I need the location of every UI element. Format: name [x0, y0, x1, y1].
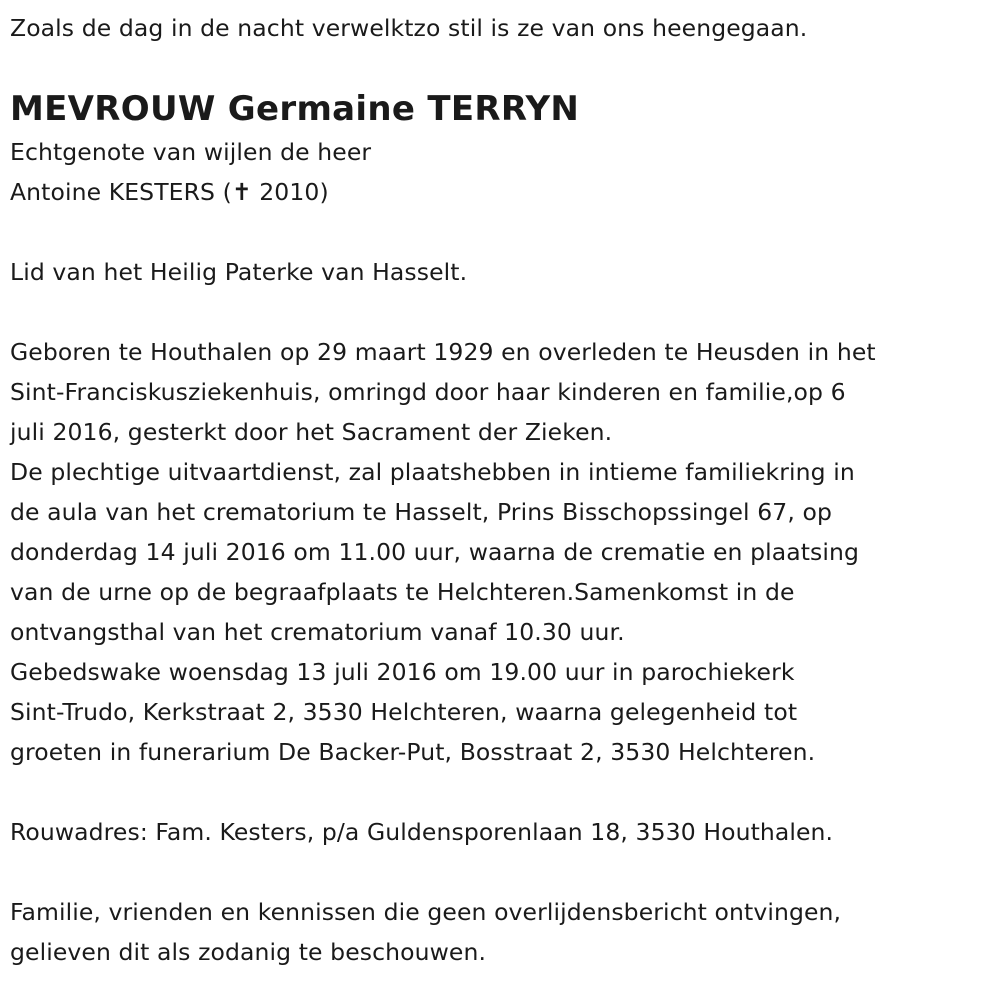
spacer — [10, 772, 985, 812]
body-line: donderdag 14 juli 2016 om 11.00 uur, waarna de crematie en plaatsing — [10, 538, 860, 566]
spacer — [10, 292, 985, 332]
deceased-name: MEVROUW Germaine TERRYN — [10, 89, 580, 129]
closing-line: gelieven dit als zodanig te beschouwen. — [10, 938, 487, 966]
death-notice — [10, 8, 985, 972]
body-line: Sint-Trudo, Kerkstraat 2, 3530 Helchteren, waarna gelegenheid tot — [10, 698, 798, 726]
body-line: ontvangsthal van het crematorium vanaf 10.30 uur. — [10, 618, 625, 646]
body-line: groeten in funerarium De Backer-Put, Bosstraat 2, 3530 Helchteren. — [10, 738, 816, 766]
mourning-address: Rouwadres: Fam. Kesters, p/a Guldensporenlaan 18, 3530 Houthalen. — [10, 818, 834, 846]
intro-verse: Zoals de dag in de nacht verwelktzo stil is ze van ons heengegaan. — [10, 14, 808, 42]
body-line: Gebedswake woensdag 13 juli 2016 om 19.00 uur in parochiekerk — [10, 658, 795, 686]
body-line: de aula van het crematorium te Hasselt, Prins Bisschopssingel 67, op — [10, 498, 832, 526]
body-line: van de urne op de begraafplaats te Helchteren.Samenkomst in de — [10, 578, 795, 606]
body-line: De plechtige uitvaartdienst, zal plaatshebben in intieme familiekring in — [10, 458, 855, 486]
membership-line: Lid van het Heilig Paterke van Hasselt. — [10, 258, 468, 286]
spouse-line: Echtgenote van wijlen de heer — [10, 138, 372, 166]
spouse-line: Antoine KESTERS (✝ 2010) — [10, 178, 329, 206]
body-line: Geboren te Houthalen op 29 maart 1929 en overleden te Heusden in het — [10, 338, 876, 366]
spacer — [10, 212, 985, 252]
body-line: Sint-Franciskusziekenhuis, omringd door haar kinderen en familie,op 6 — [10, 378, 846, 406]
closing-line: Familie, vrienden en kennissen die geen overlijdensbericht ontvingen, — [10, 898, 842, 926]
spacer — [10, 852, 985, 892]
body-line: juli 2016, gesterkt door het Sacrament der Zieken. — [10, 418, 613, 446]
